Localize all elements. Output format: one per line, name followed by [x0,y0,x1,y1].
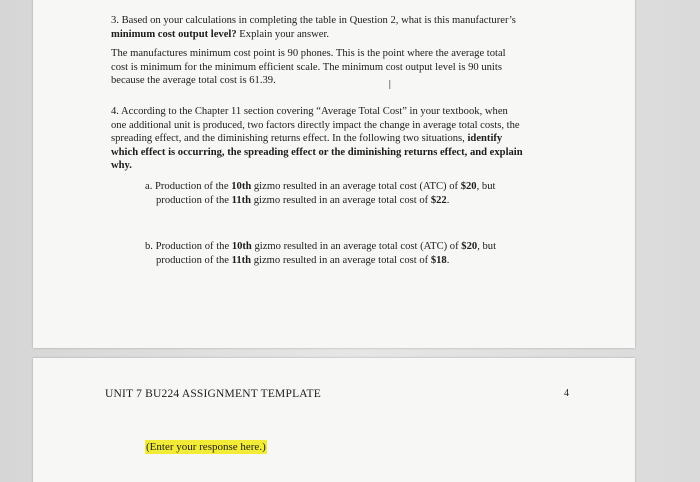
page-number: 4 [564,388,569,399]
question-3: 3. Based on your calculations in completing the table in Question 2, what is this manufacturer’s minimum cost output level? Explain your answer. [111,15,516,40]
document-page-4 [33,358,635,482]
document-page-3 [33,0,635,348]
answer-3-response[interactable]: The manufactures minimum cost point is 90 phones. This is the point where the average total cost is minimum for the minimum efficient scale. The minimum cost output level is 90 units because the average total cost is 61.39. [111,48,506,87]
question-4-part-a: a. Production of the 10th gizmo resulted in an average total cost (ATC) of $20, but production of the 11th gizmo resulted in an average total cost of $22. [145,181,496,206]
text-cursor-icon: I [388,78,391,92]
question-4: 4. According to the Chapter 11 section covering “Average Total Cost” in your textbook, when one additional unit is produced, two factors directly impact the change in average total costs, the spreading effect, and the diminishing returns effect. In the following two situations, identify which effect is occurring, the spreading effect or the diminishing returns effect, and explain why. [111,106,523,172]
response-placeholder-field[interactable]: (Enter your response here.) [146,441,266,453]
template-header: UNIT 7 BU224 ASSIGNMENT TEMPLATE [105,388,321,400]
question-4-part-b: b. Production of the 10th gizmo resulted in an average total cost (ATC) of $20, but production of the 11th gizmo resulted in an average total cost of $18. [145,241,497,266]
